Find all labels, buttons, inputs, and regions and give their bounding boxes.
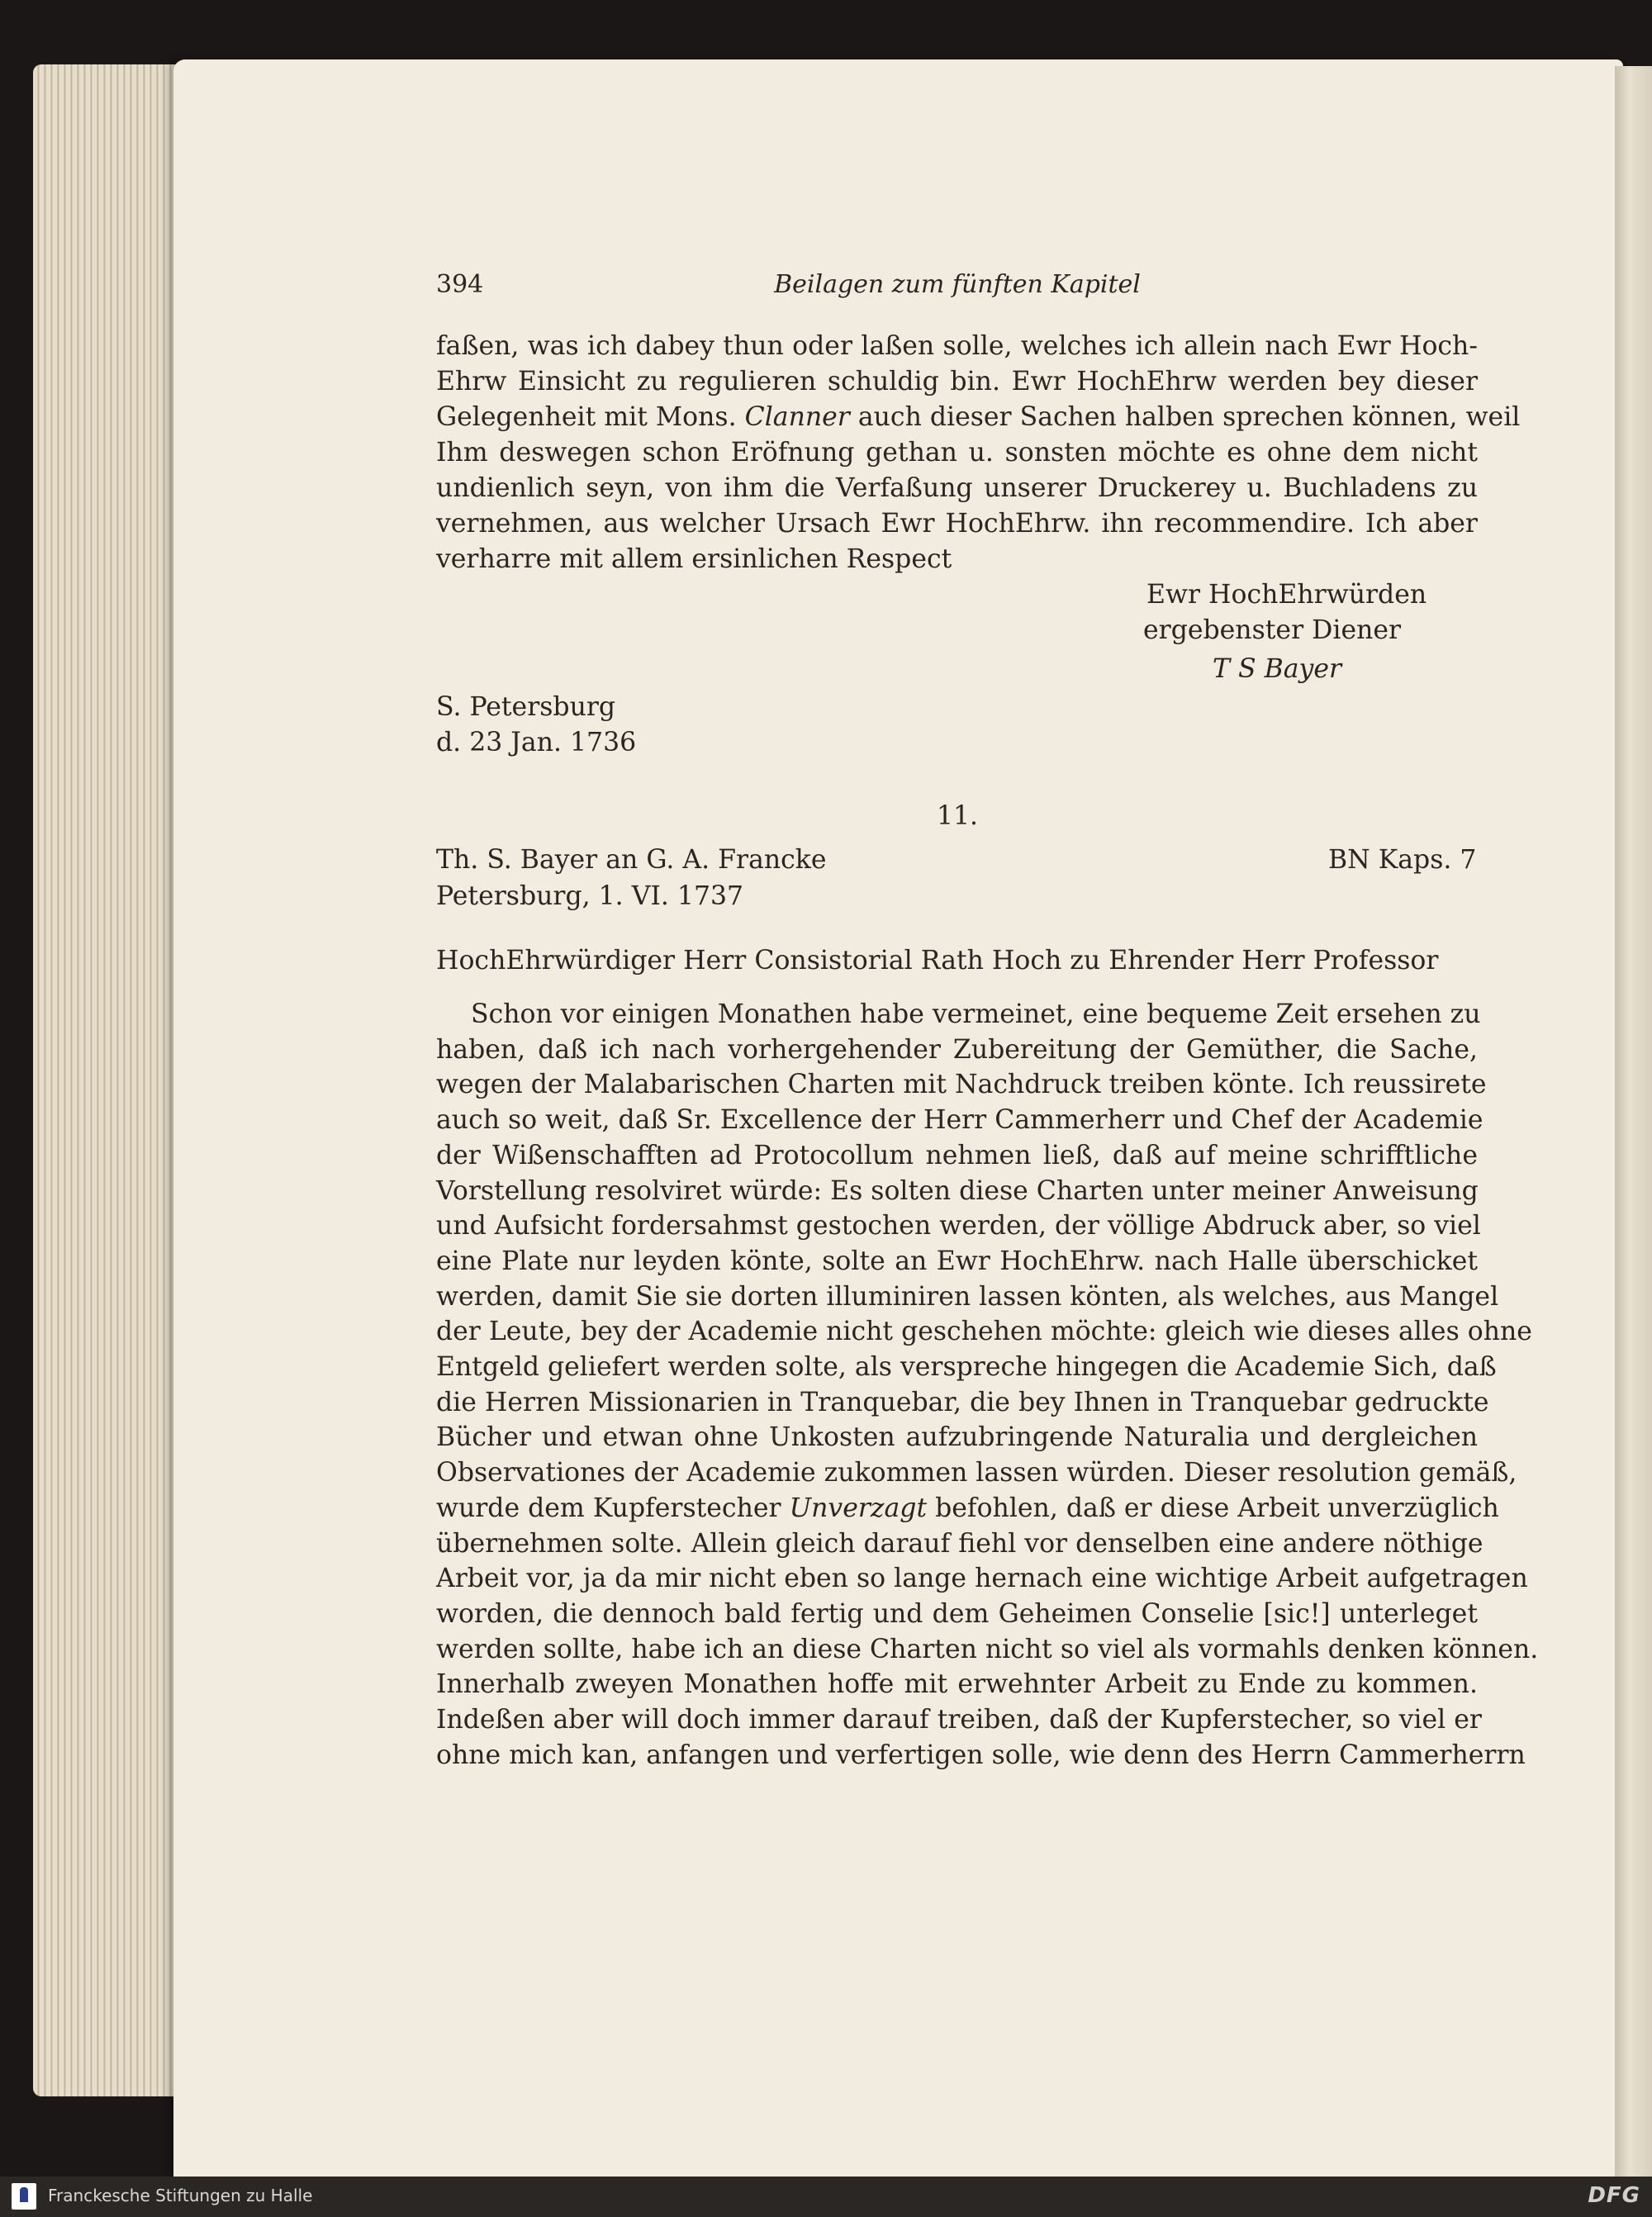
closing-line: Ewr HochEhrwürden	[1146, 580, 1427, 610]
body-line: faßen, was ich dabey thun oder laßen solle, welches ich allein nach Ewr Hoch-	[436, 331, 1478, 361]
italic-name: Clanner	[744, 402, 850, 432]
body-line: Innerhalb zweyen Monathen hoffe mit erwehnter Arbeit zu Ende zu kommen.	[436, 1669, 1478, 1699]
signature: T S Bayer	[1213, 654, 1342, 684]
body-line: worden, die dennoch bald fertig und dem Geheimen Conselie [sic!] unterleget	[436, 1599, 1478, 1629]
book-gutter	[1615, 66, 1652, 2181]
letter-number: 11.	[936, 801, 979, 831]
book-page-edges	[33, 64, 194, 2096]
letter-date: d. 23 Jan. 1736	[436, 728, 637, 757]
body-line: Ihm deswegen schon Eröfnung gethan u. sonsten möchte es ohne dem nicht	[436, 438, 1478, 468]
body-line: übernehmen solte. Allein gleich darauf fiehl vor denselben eine andere nöthige	[436, 1529, 1483, 1559]
closing-line: ergebenster Diener	[1143, 615, 1402, 645]
sender-recipient: Th. S. Bayer an G. A. Francke	[436, 845, 827, 875]
place-date: Petersburg, 1. VI. 1737	[436, 881, 744, 911]
text-segment: befohlen, daß er diese Arbeit unverzüglich	[927, 1493, 1499, 1523]
body-line: und Aufsicht fordersahmst gestochen werden, der völlige Abdruck aber, so viel	[436, 1211, 1481, 1241]
body-line: Bücher und etwan ohne Unkosten aufzubringende Naturalia und dergleichen	[436, 1422, 1478, 1452]
body-line: verharre mit allem ersinlichen Respect	[436, 544, 952, 574]
body-line: auch so weit, daß Sr. Excellence der Herr Cammerherr und Chef der Academie	[436, 1105, 1483, 1135]
body-line: Arbeit vor, ja da mir nicht eben so lange hernach eine wichtige Arbeit aufgetragen	[436, 1564, 1528, 1593]
italic-name: Unverzagt	[789, 1493, 928, 1523]
body-line: Observationes der Academie zukommen lassen würden. Dieser resolution gemäß,	[436, 1458, 1517, 1488]
body-line: Indeßen aber will doch immer darauf treiben, daß der Kupferstecher, so viel er	[436, 1705, 1482, 1735]
body-line: wegen der Malabarischen Charten mit Nachdruck treiben könte. Ich reussirete	[436, 1070, 1487, 1099]
body-line: ohne mich kan, anfangen und verfertigen solle, wie denn des Herrn Cammerherrn	[436, 1740, 1526, 1770]
running-title: Beilagen zum fünften Kapitel	[774, 270, 1141, 299]
dfg-logo: DFG	[1588, 2183, 1640, 2208]
body-line: Vorstellung resolviret würde: Es solten diese Charten unter meiner Anweisung	[436, 1176, 1479, 1206]
body-line: werden, damit Sie sie dorten illuminiren lassen könten, als welches, aus Mangel	[436, 1282, 1499, 1312]
body-line: werden sollte, habe ich an diese Charten nicht so viel als vormahls denken können.	[436, 1635, 1539, 1664]
body-line: die Herren Missionarien in Tranquebar, die bey Ihnen in Tranquebar gedruckte	[436, 1388, 1489, 1417]
body-line: Ehrw Einsicht zu regulieren schuldig bin. Ewr HochEhrw werden bey dieser	[436, 367, 1478, 396]
body-line	[436, 400, 1521, 435]
body-line: Schon vor einigen Monathen habe vermeinet, eine bequeme Zeit ersehen zu	[471, 999, 1481, 1029]
institution-logo-icon	[12, 2183, 36, 2210]
letter-place: S. Petersburg	[436, 692, 616, 722]
body-line: eine Plate nur leyden könte, solte an Ewr HochEhrw. nach Halle überschicket	[436, 1246, 1478, 1276]
body-line	[436, 1491, 1499, 1526]
body-line: haben, daß ich nach vorhergehender Zubereitung der Gemüther, die Sache,	[436, 1035, 1478, 1065]
salutation: HochEhrwürdiger Herr Consistorial Rath Hoch zu Ehrender Herr Professor	[436, 946, 1439, 976]
body-line: der Leute, bey der Academie nicht geschehen möchte: gleich wie dieses alles ohne	[436, 1317, 1532, 1346]
archive-reference: BN Kaps. 7	[1328, 845, 1477, 875]
running-head	[436, 270, 1479, 306]
body-line: der Wißenschafften ad Protocollum nehmen ließ, daß auf meine schrifftliche	[436, 1141, 1478, 1170]
institution-name: Franckesche Stiftungen zu Halle	[48, 2186, 313, 2205]
body-line: undienlich seyn, von ihm die Verfaßung unserer Druckerey u. Buchladens zu	[436, 473, 1478, 503]
body-line: vernehmen, aus welcher Ursach Ewr HochEhrw. ihn recommendire. Ich aber	[436, 509, 1478, 539]
page-number: 394	[436, 270, 484, 299]
text-segment: auch dieser Sachen halben sprechen können, weil	[849, 402, 1521, 432]
body-line: Entgeld geliefert werden solte, als verspreche hingegen die Academie Sich, daß	[436, 1352, 1497, 1382]
text-segment: wurde dem Kupferstecher	[436, 1493, 790, 1523]
text-segment: Gelegenheit mit Mons.	[436, 402, 745, 432]
